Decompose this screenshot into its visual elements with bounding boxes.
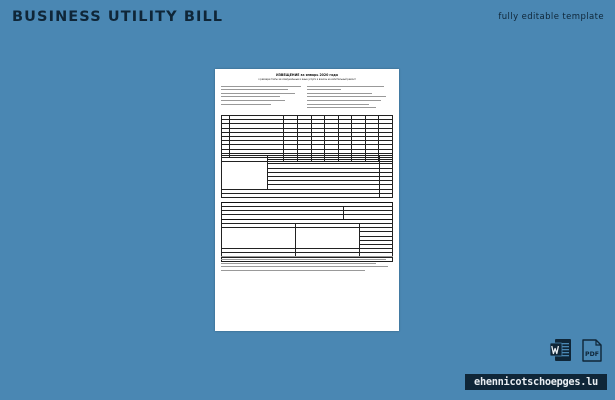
pdf-icon-label: PDF — [585, 351, 599, 358]
document-subheading: о размере платы за коммунальные и иные услуги и взносы на капитальный ремонт — [258, 77, 356, 81]
file-format-icons — [549, 338, 605, 364]
page-title: BUSINESS UTILITY BILL — [12, 9, 224, 25]
page-subtitle: fully editable template — [498, 12, 604, 22]
notes-block — [221, 253, 393, 271]
bill-document-preview — [215, 69, 399, 331]
payer-info-block — [221, 83, 305, 105]
pdf-icon — [581, 339, 603, 362]
word-icon — [549, 338, 573, 362]
site-domain-label: ehennicotschoepges.lu — [465, 374, 607, 390]
provider-info-block — [307, 83, 393, 108]
document-heading: ИЗВЕЩЕНИЕ за январь 2020 года — [275, 73, 339, 77]
payment-table — [221, 206, 393, 220]
details-table — [221, 155, 393, 198]
